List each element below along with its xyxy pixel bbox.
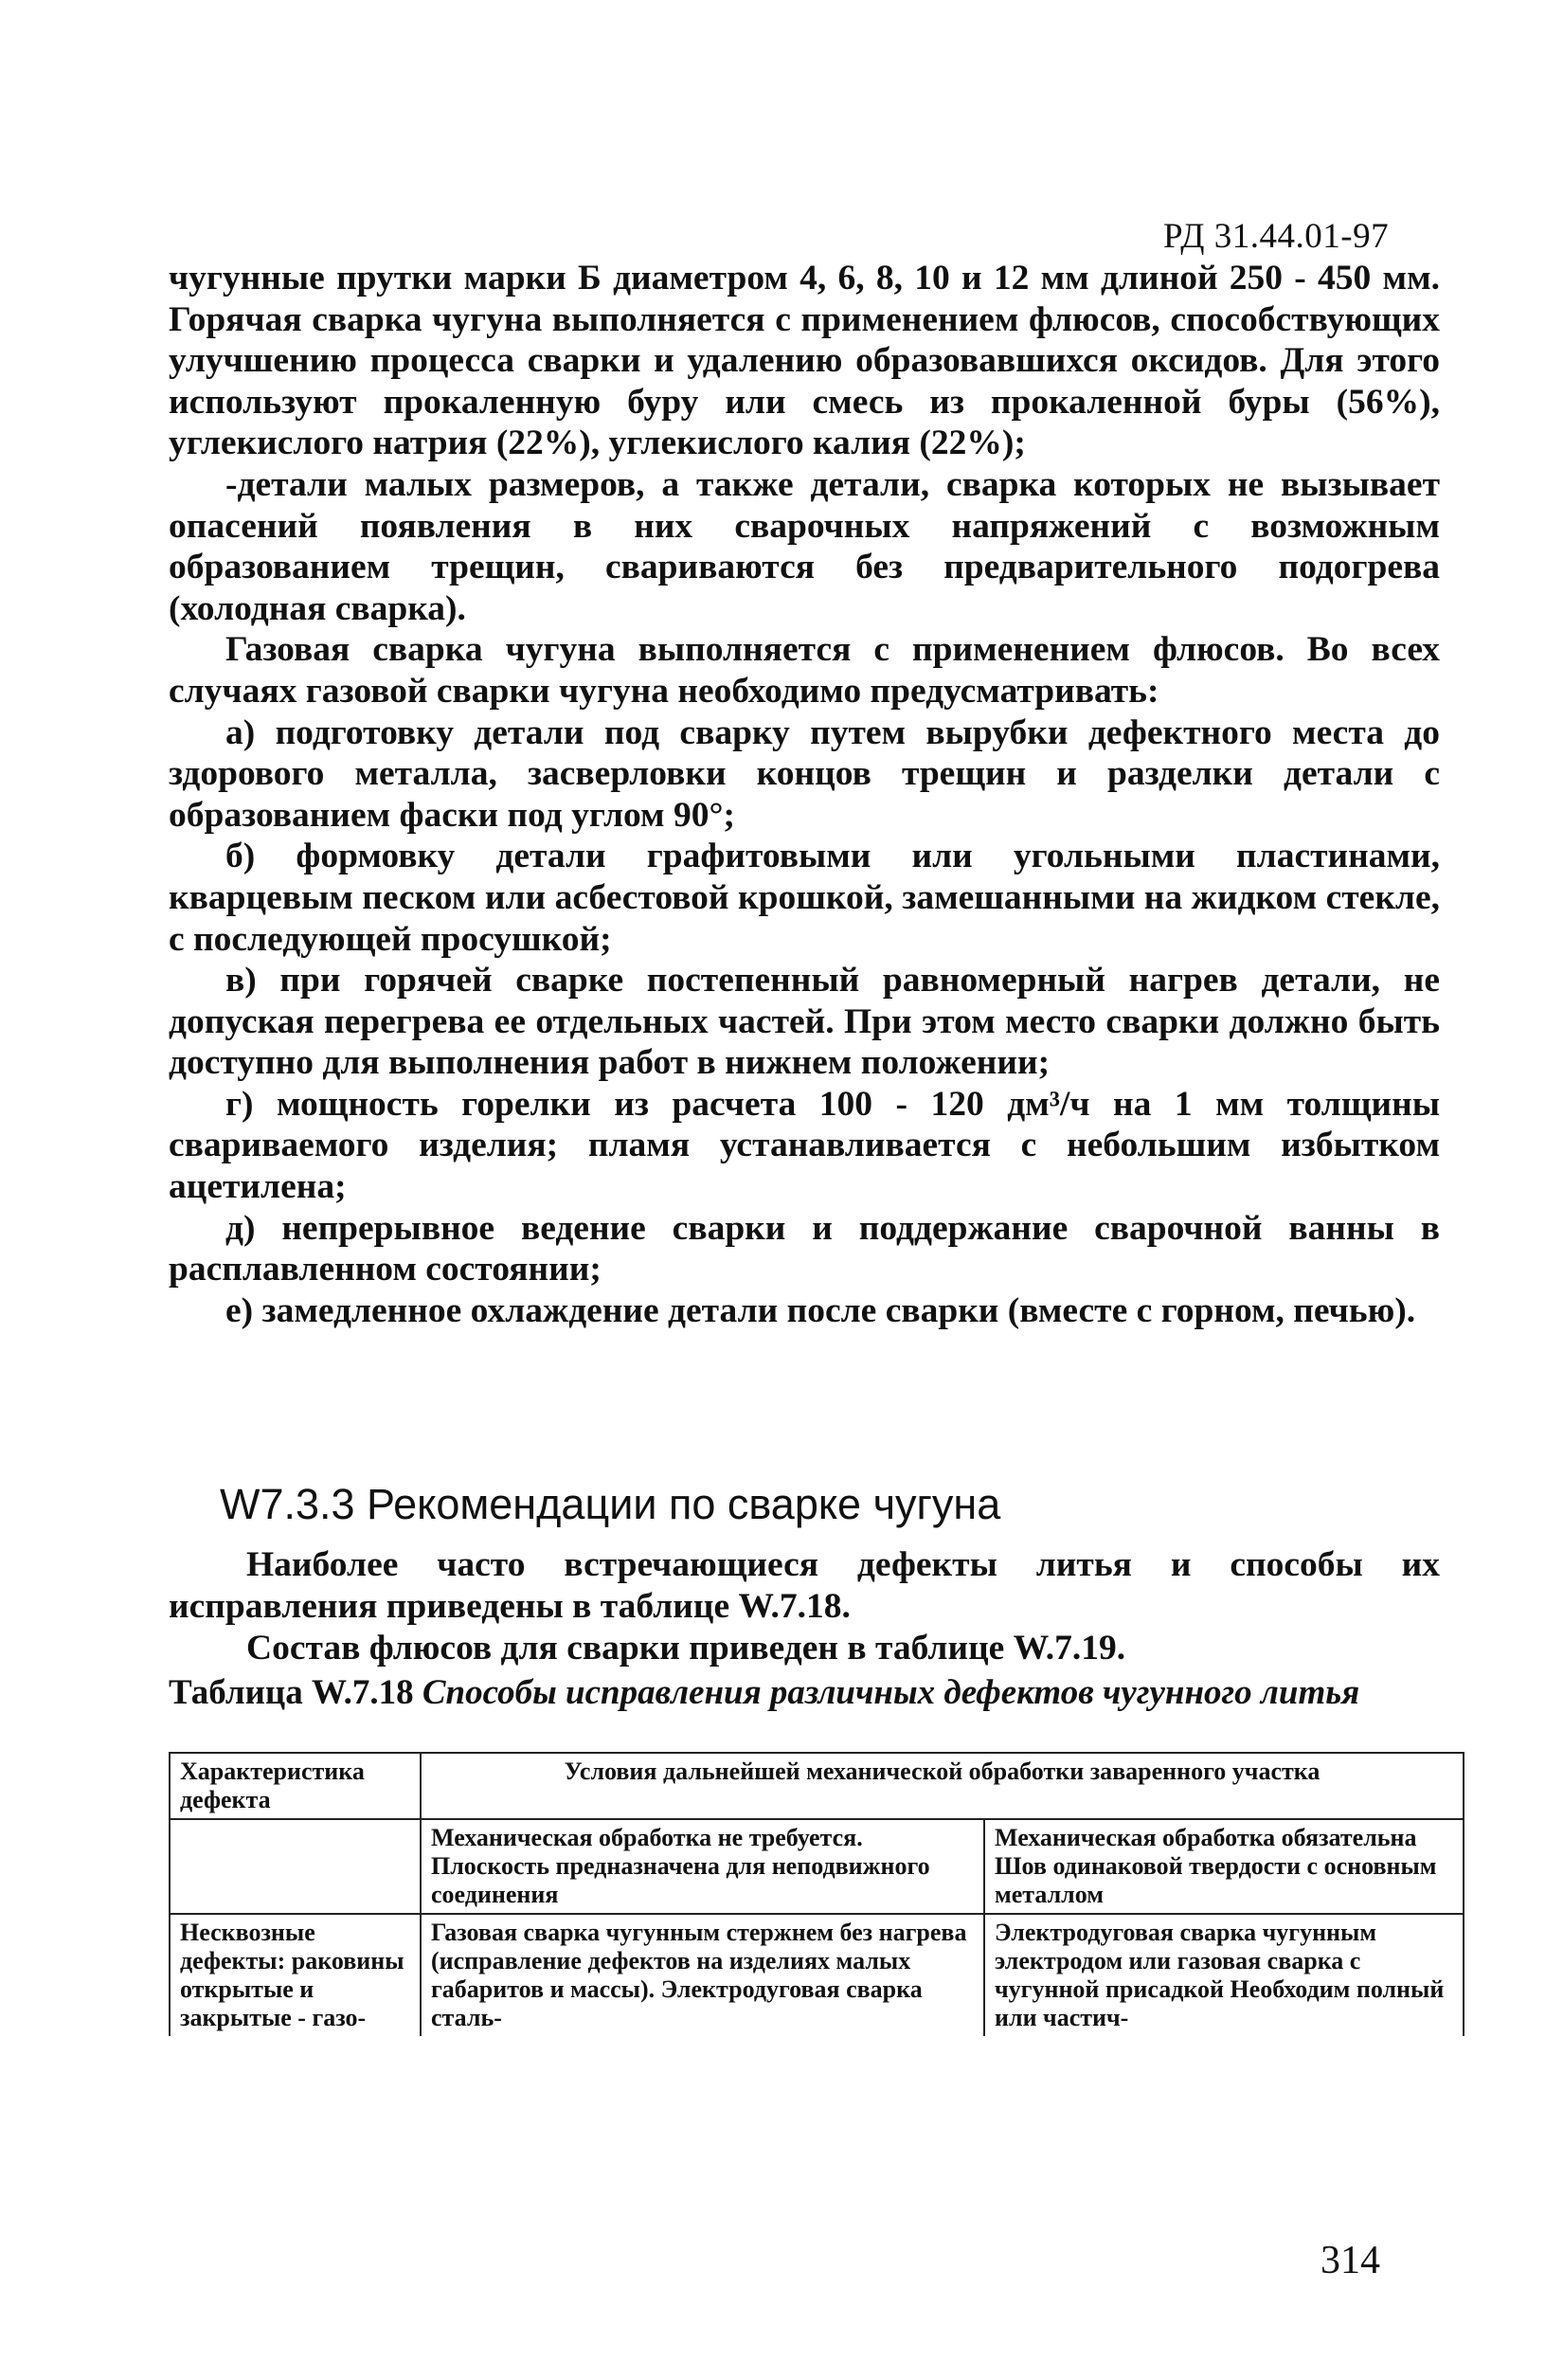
paragraph: Наиболее часто встречающиеся дефекты литья и способы их исправления приведены в таблице W.7.18. <box>169 1545 1440 1626</box>
paragraph: Газовая сварка чугуна выполняется с применением флюсов. Во всех случаях газовой сварки чугуна необходимо предусматривать: <box>169 630 1440 711</box>
page-number: 314 <box>1320 2239 1380 2282</box>
table-cell: Механическая обработка обязательна Шов одинаковой твердости с основным металлом <box>984 1819 1464 1914</box>
paragraph: -детали малых размеров, а также детали, сварка которых не вызывает опасений появления в них сварочных напряжений с возможным образованием трещин, свариваются без предварительного подогрева (холодная сварка). <box>169 464 1440 628</box>
body-text <box>169 258 1440 1331</box>
table-caption-label: Таблица W.7.18 <box>169 1673 414 1712</box>
table-caption <box>169 1672 1440 1714</box>
list-item: г) мощность горелки из расчета 100 - 120 дм³/ч на 1 мм толщины свариваемого изделия; пламя устанавливается с небольшим избытком ацетилена; <box>169 1084 1440 1207</box>
table-caption-title: Способы исправления различных дефектов чугунного литья <box>422 1673 1360 1712</box>
list-item: а) подготовку детали под сварку путем вырубки дефектного места до здорового металла, засверловки концов трещин и разделки детали с образованием фаски под углом 90°; <box>169 712 1440 835</box>
table-header-cell: Характеристика дефекта <box>170 1753 421 1819</box>
paragraph: Состав флюсов для сварки приведен в таблице W.7.19. <box>246 1629 1126 1668</box>
list-item: в) при горячей сварке постепенный равномерный нагрев детали, не допуская перегрева ее отдельных частей. При этом место сварки должно быть доступно для выполнения работ в нижнем положении; <box>169 961 1440 1083</box>
list-item: б) формовку детали графитовыми или угольными пластинами, кварцевым песком или асбестовой крошкой, замешанными на жидком стекле, с последующей просушкой; <box>169 837 1440 959</box>
table-header-row <box>170 1753 1464 1819</box>
table-cell <box>170 1819 421 1914</box>
table-row <box>170 1914 1464 2036</box>
section-heading: W7.3.3 Рекомендации по сварке чугуна <box>220 1480 1001 1528</box>
list-item: д) непрерывное ведение сварки и поддержание сварочной ванны в расплавленном состоянии; <box>169 1208 1440 1289</box>
document-code: РД 31.44.01-97 <box>1163 217 1390 256</box>
table-row <box>170 1819 1464 1914</box>
table-cell: Механическая обработка не требуется. Плоскость предназначена для неподвижного соединения <box>421 1819 984 1914</box>
table-cell: Электродуговая сварка чугунным электродом или газовая сварка с чугунной присадкой Необходим полный или частич- <box>984 1914 1464 2036</box>
table-header-cell: Условия дальнейшей механической обработки заваренного участка <box>421 1753 1464 1819</box>
defects-table <box>169 1752 1464 2036</box>
table-cell: Газовая сварка чугунным стержнем без нагрева (исправление дефектов на изделиях малых габаритов и массы). Электродуговая сварка сталь- <box>421 1914 984 2036</box>
paragraph: чугунные прутки марки Б диаметром 4, 6, 8, 10 и 12 мм длиной 250 - 450 мм. Горячая сварка чугуна выполняется с применением флюсов, способствующих улучшению процесса сварки и удалению образовавшихся оксидов. Для этого используют прокаленную буру или смесь из прокаленной буры (56%), углекислого натрия (22%), углекислого калия (22%); <box>169 259 1440 463</box>
list-item: е) замедленное охлаждение детали после сварки (вместе с горном, печью). <box>225 1290 1416 1330</box>
section-text <box>169 1544 1440 1669</box>
table-cell: Несквозные дефекты: раковины открытые и закрытые - газо- <box>170 1914 421 2036</box>
